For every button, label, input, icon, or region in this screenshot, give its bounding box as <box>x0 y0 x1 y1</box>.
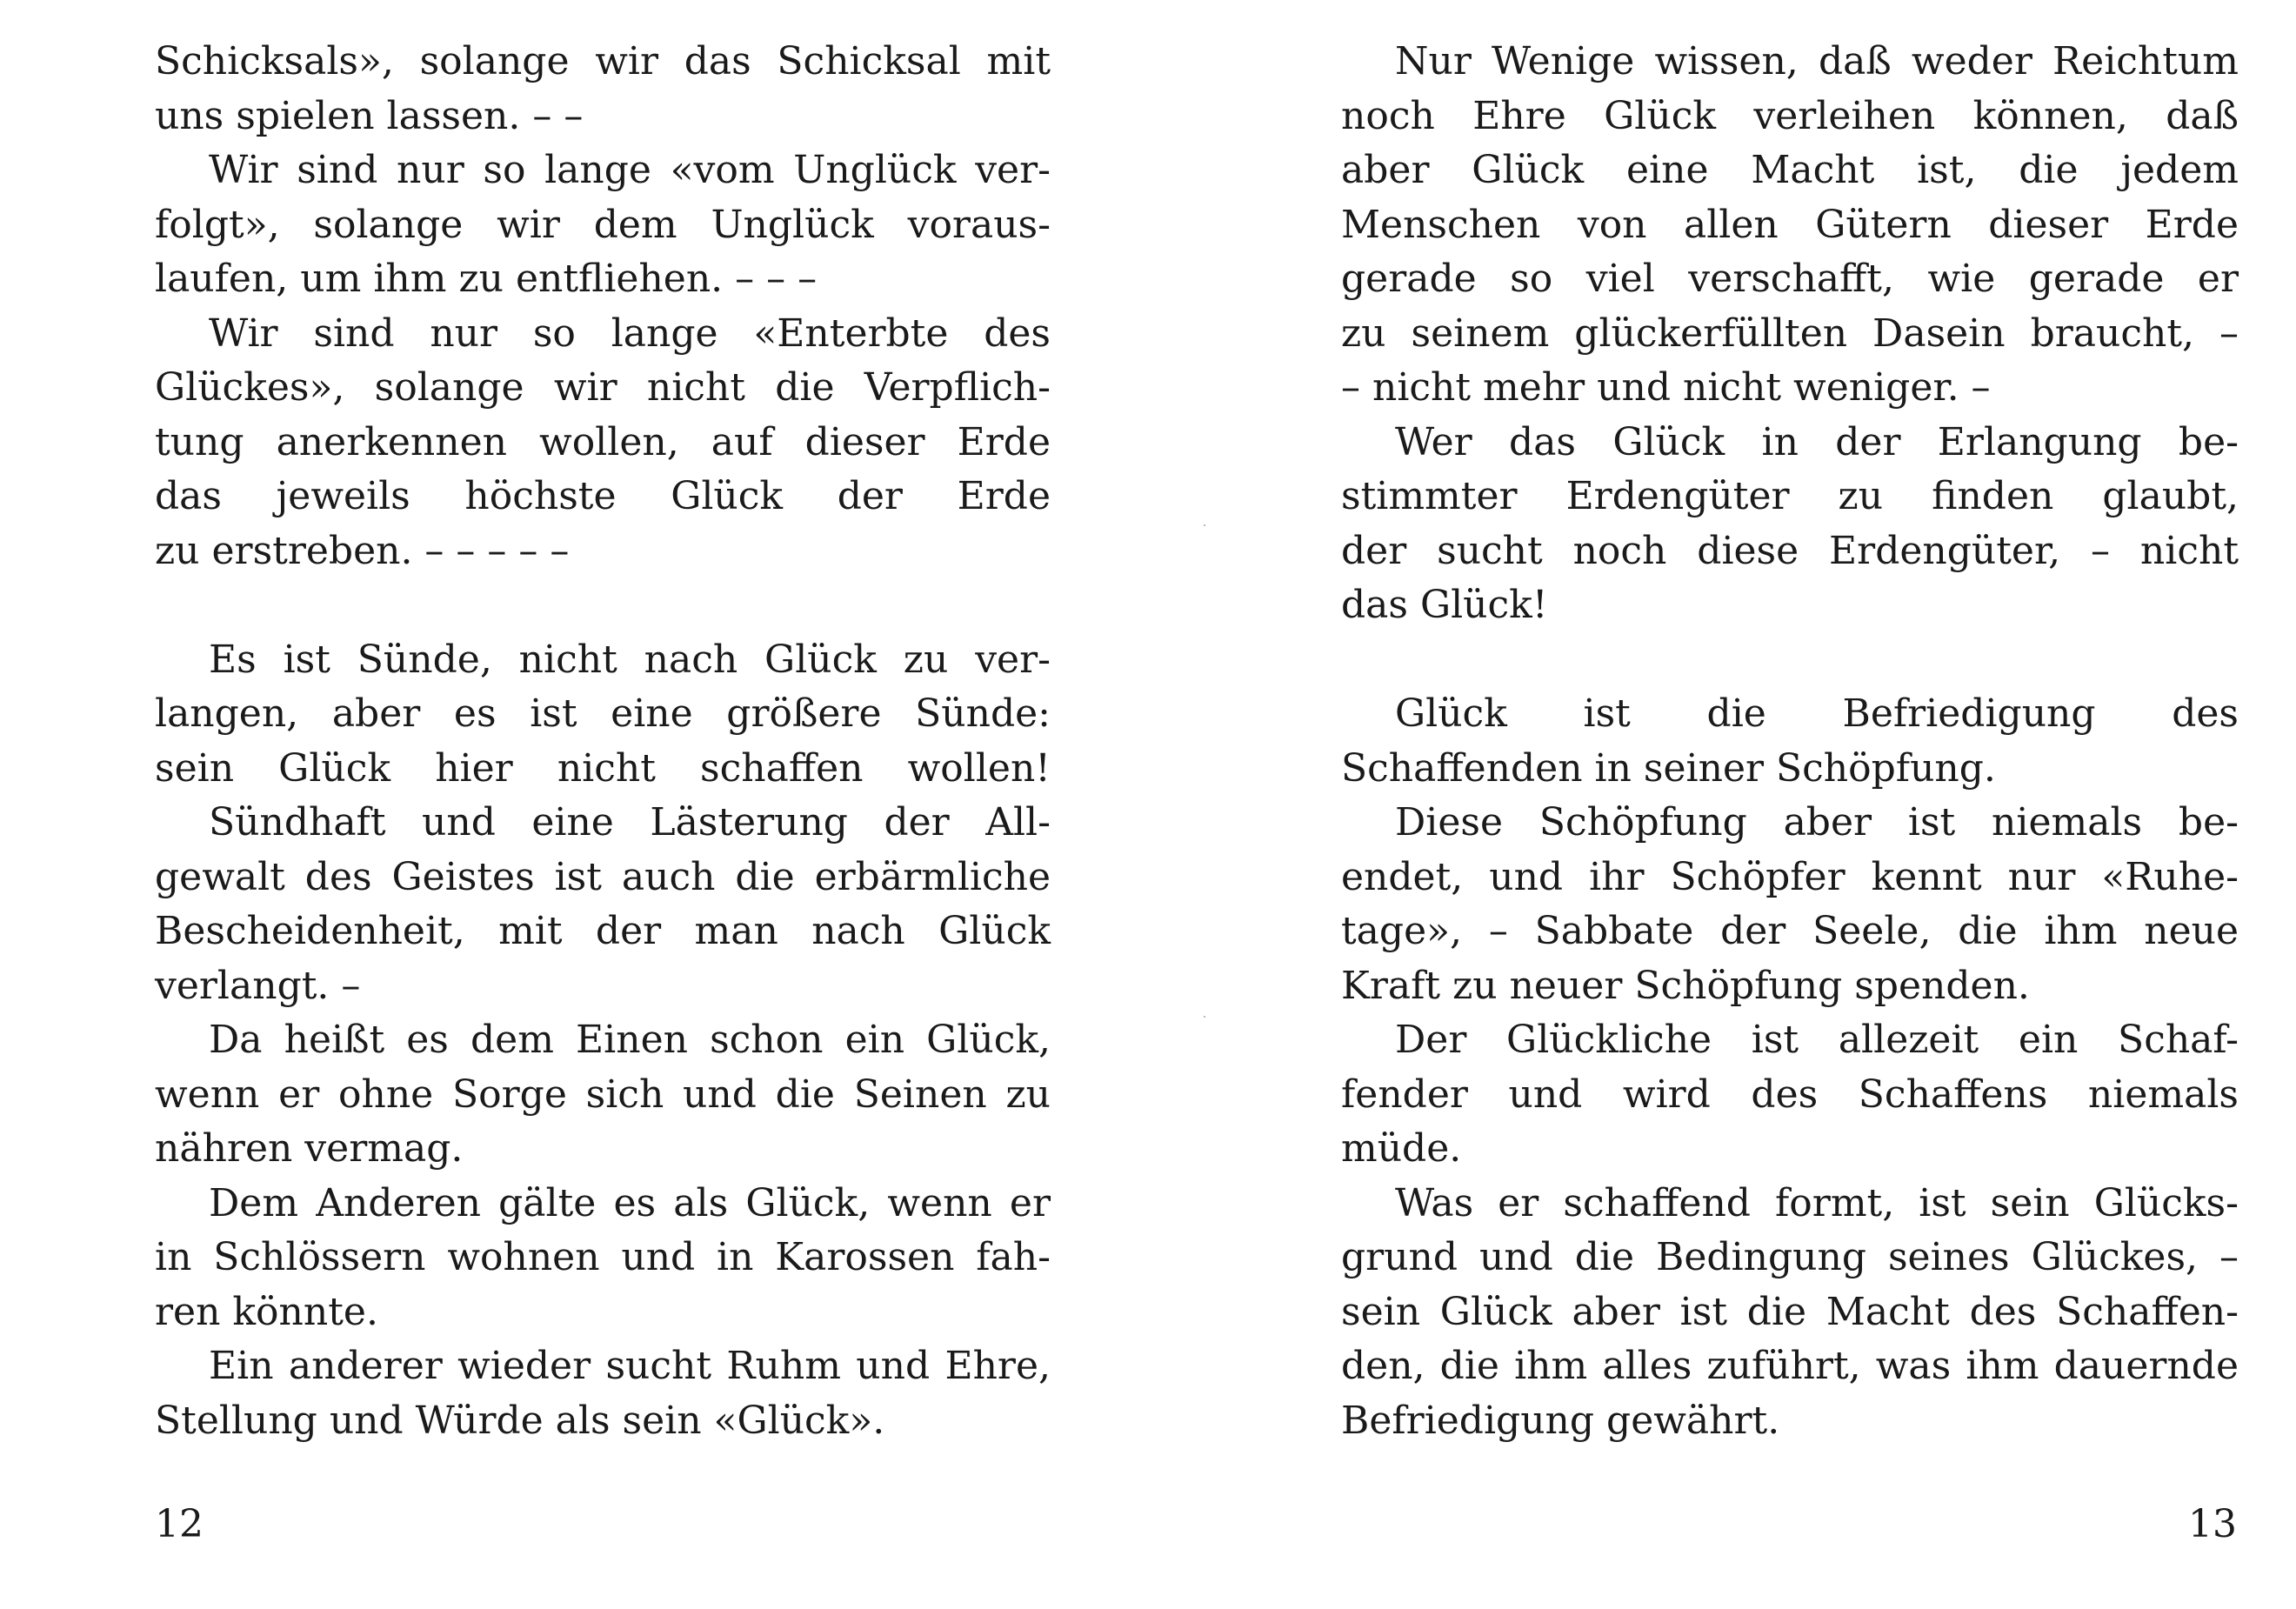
text-line: Bescheidenheit, mit der man nach Glück <box>155 909 1051 953</box>
right-page-text <box>1341 35 2239 1448</box>
text-line: folgt», solange wir dem Unglück voraus- <box>155 202 1051 247</box>
text-line: stimmter Erdengüter zu finden glaubt, <box>1341 474 2239 518</box>
text-line: verlangt. – <box>155 963 361 1008</box>
text-line: Schicksals», solange wir das Schicksal mit <box>155 39 1051 83</box>
text-line: Der Glückliche ist allezeit ein Schaf- <box>1395 1018 2239 1062</box>
text-line: in Schlössern wohnen und in Karossen fah- <box>155 1235 1051 1279</box>
text-line: endet, und ihr Schöpfer kennt nur «Ruhe- <box>1341 854 2239 899</box>
text-line: Wer das Glück in der Erlangung be- <box>1395 419 2239 464</box>
text-line: aber Glück eine Macht ist, die jedem <box>1341 148 2239 192</box>
text-line: Wir sind nur so lange «Enterbte des <box>209 310 1051 356</box>
text-line: Sündhaft und eine Lästerung der All- <box>209 800 1051 845</box>
text-line: zu seinem glückerfüllten Dasein braucht, – <box>1341 310 2239 356</box>
text-line: ren könnte. <box>155 1289 378 1334</box>
text-line: fender und wird des Schaffens niemals <box>1341 1072 2239 1117</box>
text-line: uns spielen lassen. – – <box>155 93 584 138</box>
text-line: Dem Anderen gälte es als Glück, wenn er <box>209 1180 1051 1225</box>
text-line: der sucht noch diese Erdengüter, – nicht <box>1341 528 2239 573</box>
text-line: Glückes», solange wir nicht die Verpflich- <box>155 365 1051 410</box>
text-line: noch Ehre Glück verleihen können, daß <box>1341 93 2239 138</box>
text-line: nähren vermag. <box>155 1126 464 1171</box>
text-line: Stellung und Würde als sein «Glück». <box>155 1398 885 1443</box>
text-line: den, die ihm alles zuführt, was ihm dauernde <box>1341 1344 2239 1388</box>
paragraph-gap <box>1341 633 2239 688</box>
text-line: Da heißt es dem Einen schon ein Glück, <box>209 1018 1051 1062</box>
text-line: Menschen von allen Gütern dieser Erde <box>1341 202 2239 247</box>
text-line: gerade so viel verschafft, wie gerade er <box>1341 257 2239 301</box>
text-line: sein Glück aber ist die Macht des Schaffen- <box>1341 1289 2239 1334</box>
text-line: wenn er ohne Sorge sich und die Seinen zu <box>155 1072 1051 1117</box>
text-line: zu erstreben. – – – – – <box>155 528 570 573</box>
text-line: tung anerkennen wollen, auf dieser Erde <box>155 419 1051 464</box>
left-page-text <box>155 35 1051 1448</box>
text-line: Glück ist die Befriedigung des <box>1395 691 2239 736</box>
text-line: Diese Schöpfung aber ist niemals be- <box>1395 800 2239 845</box>
text-line: – nicht mehr und nicht weniger. – <box>1341 365 1991 410</box>
text-line: müde. <box>1341 1126 1462 1171</box>
text-line: langen, aber es ist eine größere Sünde: <box>155 691 1051 736</box>
text-line: laufen, um ihm zu entfliehen. – – – <box>155 257 818 301</box>
paragraph-gap <box>155 578 1051 633</box>
text-line: gewalt des Geistes ist auch die erbärmliche <box>155 854 1051 899</box>
text-line: Nur Wenige wissen, daß weder Reichtum <box>1395 39 2239 83</box>
text-line: das Glück! <box>1341 583 1548 627</box>
page-number: 12 <box>155 1502 204 1546</box>
text-line: sein Glück hier nicht schaffen wollen! <box>155 745 1051 791</box>
text-line: tage», – Sabbate der Seele, die ihm neue <box>1341 909 2239 953</box>
text-line: Kraft zu neuer Schöpfung spenden. <box>1341 963 2030 1008</box>
text-line: Ein anderer wieder sucht Ruhm und Ehre, <box>209 1344 1051 1388</box>
text-line: grund und die Bedingung seines Glückes, – <box>1341 1235 2239 1279</box>
text-line: Schaffenden in seiner Schöpfung. <box>1341 745 1996 791</box>
right-page <box>1148 0 2296 1609</box>
page-number: 13 <box>2188 1502 2237 1546</box>
text-line: Wir sind nur so lange «vom Unglück ver- <box>209 148 1051 192</box>
text-line: Befriedigung gewährt. <box>1341 1398 1780 1443</box>
text-line: das jeweils höchste Glück der Erde <box>155 474 1051 518</box>
text-line: Es ist Sünde, nicht nach Glück zu ver- <box>209 637 1051 682</box>
text-line: Was er schaffend formt, ist sein Glücks- <box>1395 1180 2239 1225</box>
